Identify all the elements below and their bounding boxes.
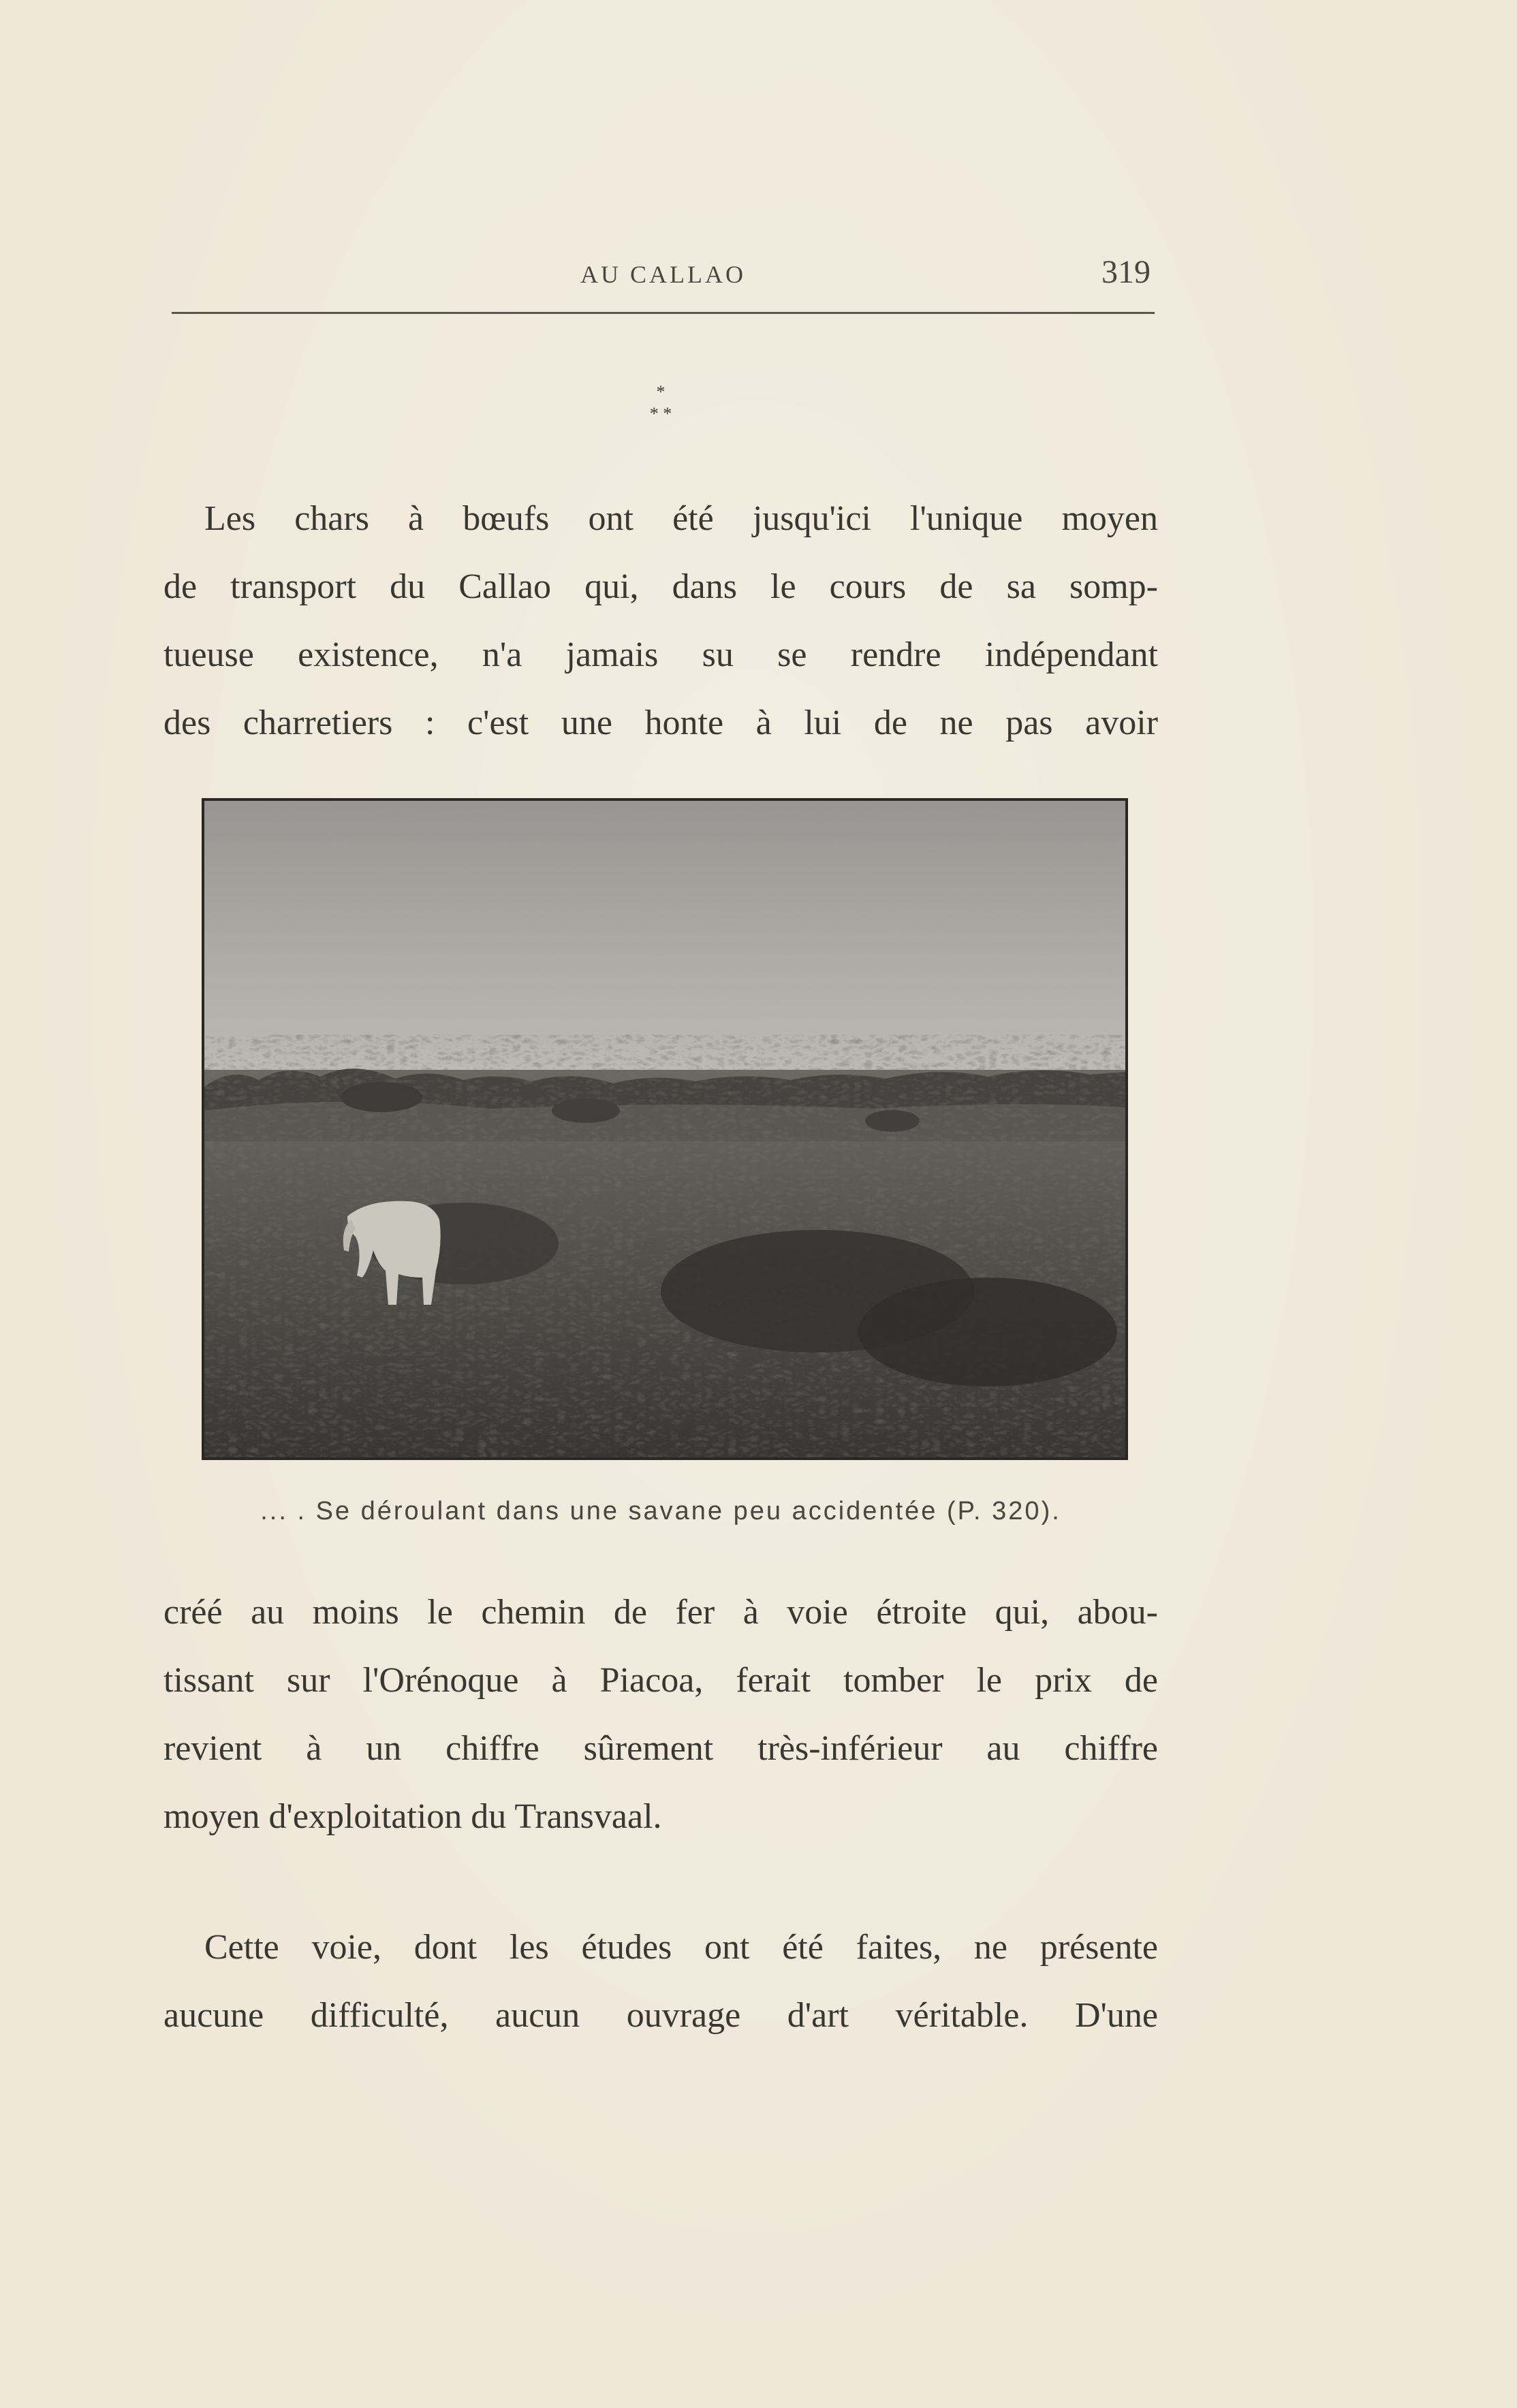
paragraph-line: des charretiers : c'est une honte à lui de ne pas avoir — [163, 703, 1158, 742]
header-rule — [172, 312, 1155, 314]
paragraph-line: tueuse existence, n'a jamais su se rendre indépendant — [163, 635, 1158, 674]
paragraph-2 — [163, 1579, 1158, 1851]
running-title: AU CALLAO — [580, 261, 746, 288]
paragraph-line: Les chars à bœufs ont été jusqu'ici l'unique moyen — [204, 499, 1158, 538]
paragraph-line: aucune difficulté, aucun ouvrage d'art véritable. D'une — [163, 1996, 1158, 2035]
asterism — [613, 381, 708, 436]
paragraph-line: moyen d'exploitation du Transvaal. — [163, 1797, 662, 1836]
paragraph-line: revient à un chiffre sûrement très-inférieur au chiffre — [163, 1729, 1158, 1768]
paragraph-line: Cette voie, dont les études ont été faites, ne présente — [204, 1928, 1158, 1967]
paragraph-1 — [163, 485, 1158, 757]
paragraph-line: de transport du Callao qui, dans le cours de sa somp- — [163, 567, 1158, 606]
savanna-photo-image — [204, 801, 1125, 1457]
paragraph-line: tissant sur l'Orénoque à Piacoa, ferait tomber le prix de — [163, 1661, 1158, 1700]
asterism-top: * — [656, 382, 666, 402]
savanna-photograph — [202, 798, 1128, 1460]
paragraph-line: créé au moins le chemin de fer à voie étroite qui, abou- — [163, 1593, 1158, 1632]
page-header — [172, 252, 1155, 306]
page-number: 319 — [1101, 254, 1151, 290]
paragraph-3 — [163, 1914, 1158, 2050]
asterism-bottom: * * — [649, 404, 672, 424]
figure-caption: ... . Se déroulant dans une savane peu accidentée (P. 320). — [260, 1497, 1061, 1525]
